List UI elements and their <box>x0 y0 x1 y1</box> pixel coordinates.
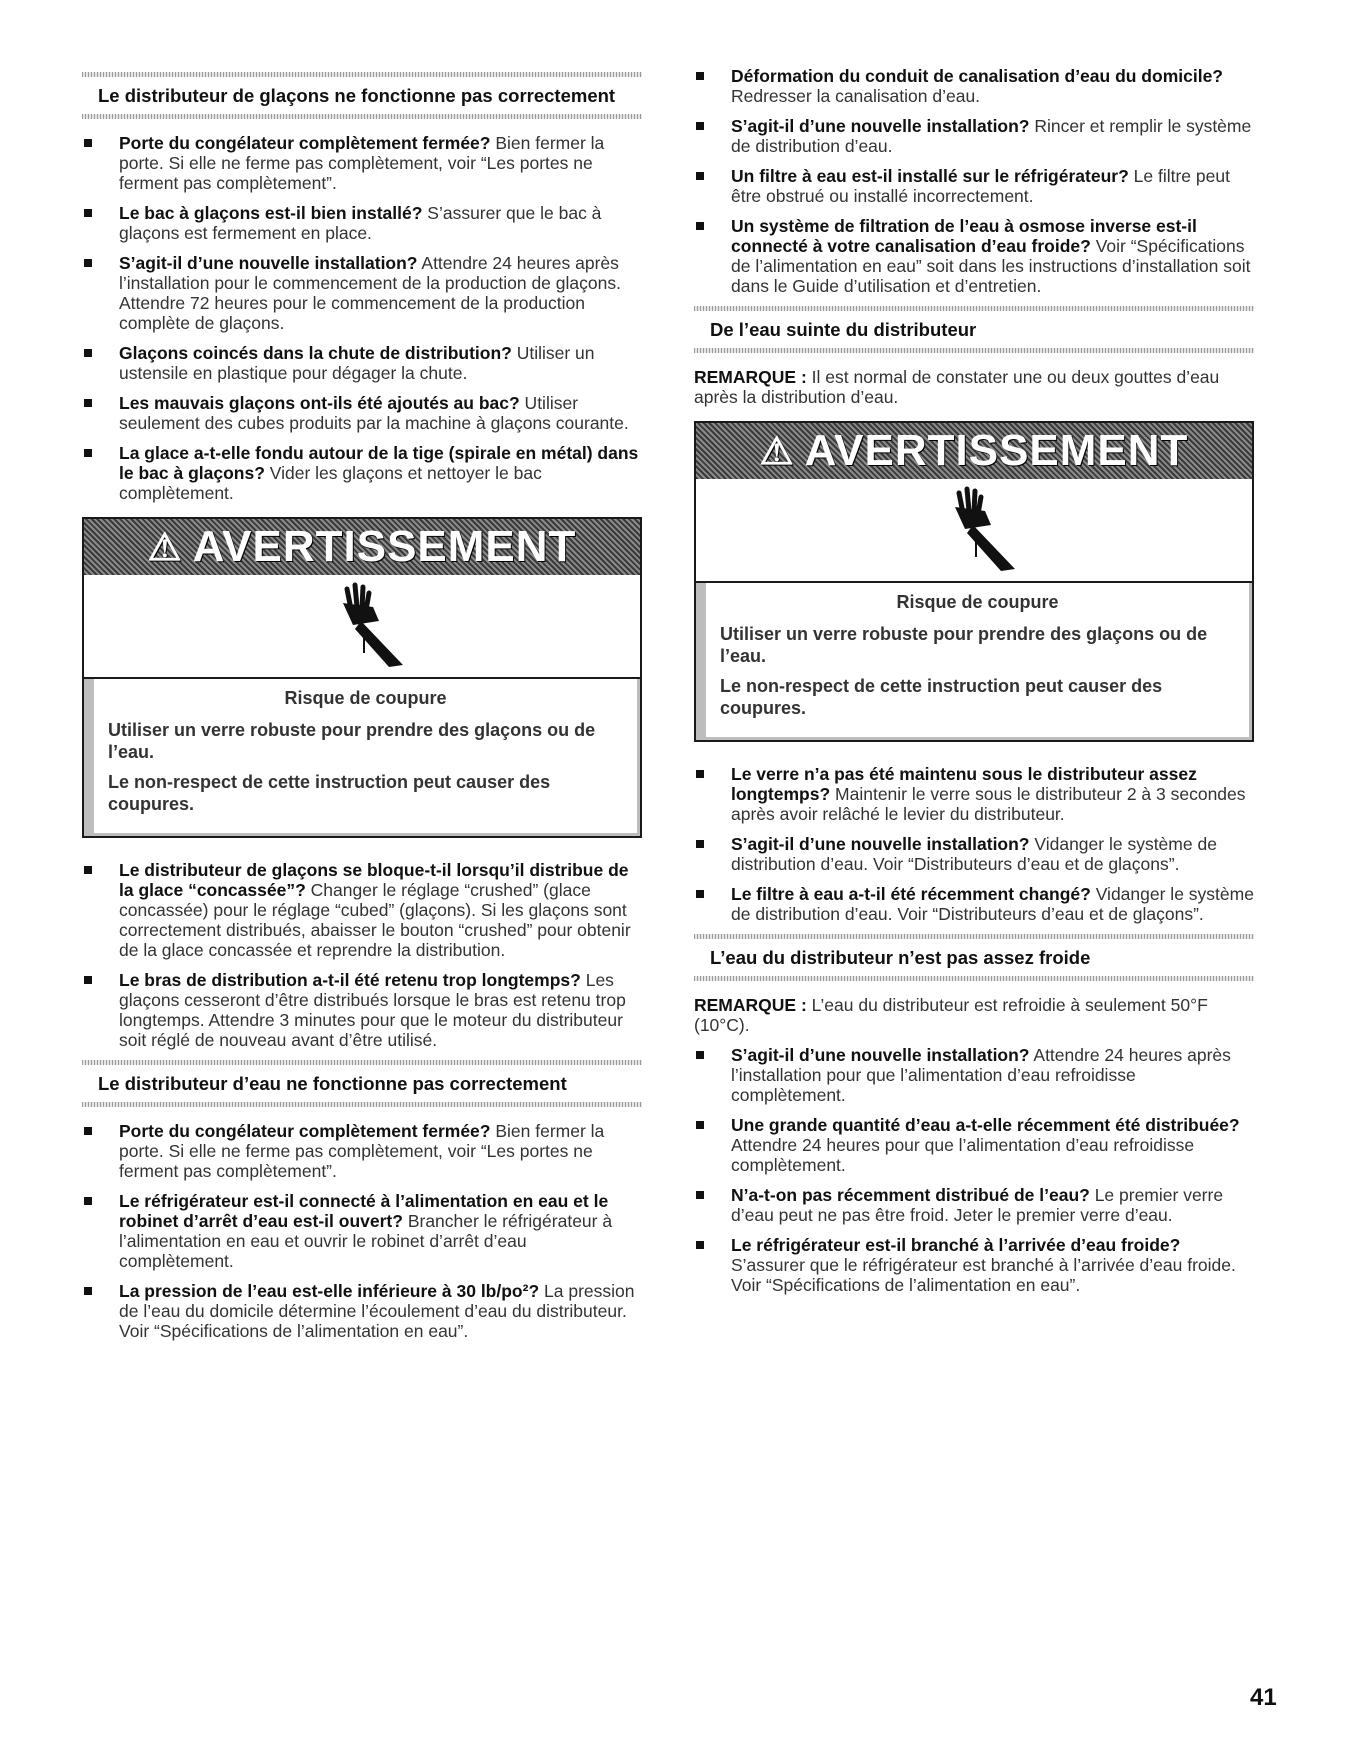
warning-heading: AVERTISSEMENT <box>804 426 1189 475</box>
water-dispenser-list <box>82 1121 642 1341</box>
warning-pictogram <box>84 575 640 679</box>
list-item: Un système de filtration de l’eau à osmose inverse est-il connecté à votre canalisation d’eau froide? Voir “Spécifications de l’alimentation en eau” soit dans les instructions d’installation soit dans le Guide d’utilisation et d’entretien. <box>694 216 1254 296</box>
list-item: Déformation du conduit de canalisation d’eau du domicile? Redresser la canalisation d’eau. <box>694 66 1254 106</box>
list-item: Un filtre à eau est-il installé sur le réfrigérateur? Le filtre peut être obstrué ou installé incorrectement. <box>694 166 1254 206</box>
list-item: Porte du congélateur complètement fermée? Bien fermer la porte. Si elle ne ferme pas complètement, voir “Les portes ne ferment pas complètement”. <box>82 1121 642 1181</box>
left-column <box>82 66 642 1351</box>
list-item: Le réfrigérateur est-il connecté à l’alimentation en eau et le robinet d’arrêt d’eau est-il ouvert? Brancher le réfrigérateur à l’alimentation en eau et ouvrir le robinet d’arrêt d’eau complètement. <box>82 1191 642 1271</box>
warning-body <box>84 679 640 836</box>
hand-cut-hazard-icon <box>929 485 1019 575</box>
list-item: S’agit-il d’une nouvelle installation? Attendre 24 heures après l’installation pour le commencement de la production de glaçons. Attendre 72 heures pour le commencement de la production complète de glaçons. <box>82 253 642 333</box>
section-rule <box>82 1102 642 1107</box>
list-item: Le réfrigérateur est-il branché à l’arrivée d’eau froide? S’assurer que le réfrigérateur est branché à l’arrivée d’eau froide. Voir “Spécifications de l’alimentation en eau”. <box>694 1235 1254 1295</box>
section-rule <box>694 348 1254 353</box>
note: REMARQUE : L’eau du distributeur est refroidie à seulement 50°F (10°C). <box>694 995 1208 1035</box>
ice-dispenser-list-continued <box>82 860 642 1050</box>
right-column <box>694 66 1254 1305</box>
list-item: Glaçons coincés dans la chute de distribution? Utiliser un ustensile en plastique pour dégager la chute. <box>82 343 642 383</box>
section-title: L’eau du distributeur n’est pas assez froide <box>710 947 1091 968</box>
list-item: S’agit-il d’une nouvelle installation? Attendre 24 heures après l’installation pour que l’alimentation d’eau refroidisse complètement. <box>694 1045 1254 1105</box>
warning-risk: Risque de coupure <box>284 688 447 708</box>
water-dispenser-list-continued <box>694 66 1254 296</box>
warning-triangle-icon: ⚠ <box>759 430 795 473</box>
hand-cut-hazard-icon <box>317 581 407 671</box>
water-not-cold-list <box>694 1045 1254 1295</box>
section-title: Le distributeur d’eau ne fonctionne pas correctement <box>98 1073 567 1094</box>
warning-consequence: Le non-respect de cette instruction peut causer des coupures. <box>720 676 1163 718</box>
list-item: Une grande quantité d’eau a-t-elle récemment été distribuée? Attendre 24 heures pour que l’alimentation d’eau refroidisse complètement. <box>694 1115 1254 1175</box>
note: REMARQUE : Il est normal de constater une ou deux gouttes d’eau après la distribution d’eau. <box>694 367 1220 407</box>
warning-consequence: Le non-respect de cette instruction peut causer des coupures. <box>108 772 551 814</box>
list-item: Porte du congélateur complètement fermée? Bien fermer la porte. Si elle ne ferme pas complètement, voir “Les portes ne ferment pas complètement”. <box>82 133 642 193</box>
list-item: Le distributeur de glaçons se bloque-t-il lorsqu’il distribue de la glace “concassée”? Changer le réglage “crushed” (glace concassée) pour le réglage “cubed” (glaçons). Si les glaçons sont correctement distribués, abaisser le bouton “crushed” pour obtenir de la glace concassée et reprendre la distribution. <box>82 860 642 960</box>
section-rule <box>694 976 1254 981</box>
list-item: Les mauvais glaçons ont-ils été ajoutés au bac? Utiliser seulement des cubes produits par la machine à glaçons courante. <box>82 393 642 433</box>
list-item: La glace a-t-elle fondu autour de la tige (spirale en métal) dans le bac à glaçons? Vider les glaçons et nettoyer le bac complètement. <box>82 443 642 503</box>
warning-box <box>82 517 642 838</box>
warning-body <box>696 583 1252 740</box>
list-item: La pression de l’eau est-elle inférieure à 30 lb/po²? La pression de l’eau du domicile détermine l’écoulement d’eau du distributeur. Voir “Spécifications de l’alimentation en eau”. <box>82 1281 642 1341</box>
list-item: Le verre n’a pas été maintenu sous le distributeur assez longtemps? Maintenir le verre sous le distributeur 2 à 3 secondes après avoir relâché le levier du distributeur. <box>694 764 1254 824</box>
list-item: Le bras de distribution a-t-il été retenu trop longtemps? Les glaçons cesseront d’être distribués lorsque le bras est retenu trop longtemps. Attendre 3 minutes pour que le moteur du distributeur soit réglé de nouveau avant d’être utilisé. <box>82 970 642 1050</box>
list-item: S’agit-il d’une nouvelle installation? Vidanger le système de distribution d’eau. Voir “Distributeurs d’eau et de glaçons”. <box>694 834 1254 874</box>
warning-risk: Risque de coupure <box>896 592 1059 612</box>
section-title: Le distributeur de glaçons ne fonctionne pas correctement <box>98 85 616 106</box>
section-water-not-cold <box>694 934 1254 981</box>
warning-header <box>84 519 640 575</box>
section-water-dispenser <box>82 1060 642 1107</box>
page-number: 41 <box>1250 1684 1277 1711</box>
section-ice-dispenser <box>82 72 642 119</box>
list-item: N’a-t-on pas récemment distribué de l’eau? Le premier verre d’eau peut ne pas être froid. Jeter le premier verre d’eau. <box>694 1185 1254 1225</box>
warning-instruction: Utiliser un verre robuste pour prendre des glaçons ou de l’eau. <box>720 624 1208 666</box>
ice-dispenser-list <box>82 133 642 503</box>
list-item: Le bac à glaçons est-il bien installé? S’assurer que le bac à glaçons est fermement en place. <box>82 203 642 243</box>
warning-header <box>696 423 1252 479</box>
section-title: De l’eau suinte du distributeur <box>710 319 977 340</box>
warning-pictogram <box>696 479 1252 583</box>
water-leak-list <box>694 764 1254 924</box>
warning-triangle-icon: ⚠ <box>147 526 183 569</box>
warning-instruction: Utiliser un verre robuste pour prendre des glaçons ou de l’eau. <box>108 720 596 762</box>
warning-heading: AVERTISSEMENT <box>192 522 577 571</box>
section-rule <box>82 114 642 119</box>
warning-box <box>694 421 1254 742</box>
list-item: S’agit-il d’une nouvelle installation? Rincer et remplir le système de distribution d’eau. <box>694 116 1254 156</box>
section-water-leak <box>694 306 1254 353</box>
list-item: Le filtre à eau a-t-il été récemment changé? Vidanger le système de distribution d’eau. Voir “Distributeurs d’eau et de glaçons”. <box>694 884 1254 924</box>
